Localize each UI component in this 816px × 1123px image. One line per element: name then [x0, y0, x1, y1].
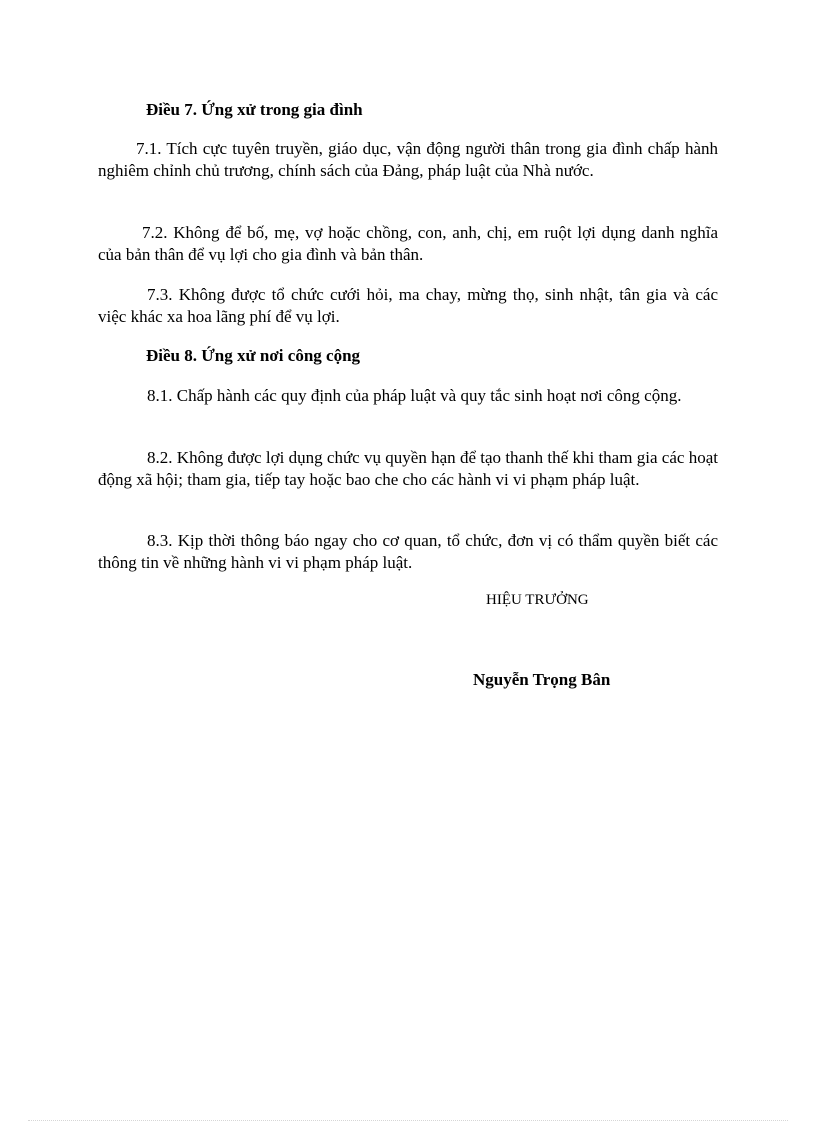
article-7-3-paragraph: 7.3. Không được tổ chức cưới hỏi, ma chay, mừng thọ, sinh nhật, tân gia và các việc khác xa hoa lãng phí để vụ lợi.	[98, 285, 718, 326]
signature-name: Nguyễn Trọng Bân	[473, 670, 611, 689]
signature-title: HIỆU TRƯỞNG	[486, 592, 589, 608]
article-8-3-paragraph: 8.3. Kịp thời thông báo ngay cho cơ quan, tổ chức, đơn vị có thẩm quyền biết các thông tin về những hành vi vi phạm pháp luật.	[98, 531, 718, 572]
page-bottom-rule	[28, 1120, 788, 1121]
article-7-heading: Điều 7. Ứng xử trong gia đình	[146, 100, 363, 119]
article-7-1-paragraph: 7.1. Tích cực tuyên truyền, giáo dục, vận động người thân trong gia đình chấp hành nghiêm chỉnh chủ trương, chính sách của Đảng, pháp luật của Nhà nước.	[98, 139, 718, 180]
article-8-1-paragraph: 8.1. Chấp hành các quy định của pháp luật và quy tắc sinh hoạt nơi công cộng.	[147, 386, 682, 405]
article-8-heading: Điều 8. Ứng xử nơi công cộng	[146, 346, 361, 365]
article-7-2-paragraph: 7.2. Không để bố, mẹ, vợ hoặc chồng, con, anh, chị, em ruột lợi dụng danh nghĩa của bản thân để vụ lợi cho gia đình và bản thân.	[98, 223, 718, 264]
article-8-2-paragraph: 8.2. Không được lợi dụng chức vụ quyền hạn để tạo thanh thế khi tham gia các hoạt động xã hội; tham gia, tiếp tay hoặc bao che cho các hành vi vi phạm pháp luật.	[98, 448, 718, 489]
